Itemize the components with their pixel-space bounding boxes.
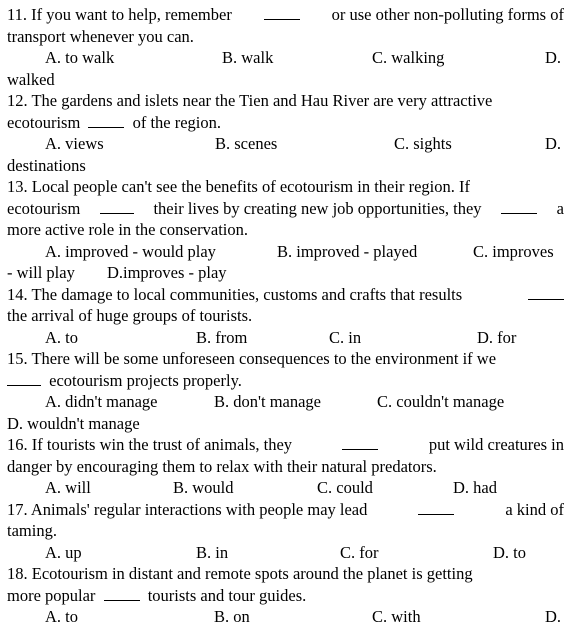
q13-line-1 <box>7 176 564 198</box>
q13-stem-e: more active role in the conservation. <box>7 220 248 239</box>
q12-line-2 <box>7 112 564 134</box>
q13-stem-c: their lives by creating new job opportunities, they <box>153 198 482 218</box>
q15-line-4 <box>7 413 564 435</box>
q12-stem-c: of the region. <box>132 112 222 132</box>
q18-stem-c: tourists and tour guides. <box>147 585 307 605</box>
q11-stem-b: or use other non-polluting forms of <box>331 5 564 24</box>
q15-option-d: D. wouldn't manage <box>7 413 140 433</box>
q12-option-d: D. <box>545 134 562 153</box>
q11-line-2 <box>7 26 564 48</box>
q15-stem-b: ecotourism projects properly. <box>49 370 242 390</box>
q13-options <box>7 241 564 263</box>
q15-option-c: C. couldn't manage <box>377 392 505 411</box>
q16-blank <box>342 434 378 450</box>
q14-line-1 <box>7 284 564 306</box>
q12-option-c: C. sights <box>394 134 452 153</box>
q18-stem-b: more popular <box>7 585 96 605</box>
q17-option-a: A. up <box>45 542 82 562</box>
q14-line-2 <box>7 305 564 327</box>
q16-option-c: C. could <box>317 478 373 497</box>
q17-number: 17. <box>7 499 28 519</box>
q11-number: 11. <box>7 5 28 24</box>
q15-option-b: B. don't manage <box>214 392 321 411</box>
q15-line-2 <box>7 370 564 392</box>
q11-option-d-text: walked <box>7 69 55 89</box>
q17-line-2 <box>7 520 564 542</box>
q18-stem-a: Ecotourism in distant and remote spots around the planet is getting <box>31 564 473 583</box>
q18-options <box>7 606 564 628</box>
q14-blank <box>528 284 564 300</box>
q11-option-b: B. walk <box>222 48 274 67</box>
q18-blank <box>104 585 140 601</box>
q14-option-d: D. for <box>477 327 517 347</box>
q12-stem-a: The gardens and islets near the Tien and Hau River are very attractive <box>31 91 493 110</box>
q17-stem-b: a kind of <box>505 499 564 519</box>
q13-stem-b: ecotourism <box>7 198 81 218</box>
q16-line-1 <box>7 434 564 456</box>
q11-option-a: A. to walk <box>45 48 115 67</box>
q13-option-d: D.improves - play <box>106 263 227 282</box>
q18-line-2 <box>7 585 564 607</box>
q14-option-c: C. in <box>329 327 362 347</box>
q13-blank-2 <box>501 198 537 214</box>
q14-options <box>7 327 564 349</box>
q14-option-a: A. to <box>45 327 78 347</box>
q13-line-2 <box>7 198 564 220</box>
q13-option-a: A. improved - would play <box>45 241 216 261</box>
q12-option-a: A. views <box>45 134 104 153</box>
q11-blank <box>264 4 300 20</box>
q16-line-2 <box>7 456 564 478</box>
q12-blank <box>88 112 124 128</box>
q14-stem-b: the arrival of huge groups of tourists. <box>7 306 253 325</box>
q18-option-d: D. <box>545 607 562 626</box>
q12-number: 12. <box>7 91 28 110</box>
q11-option-c: C. walking <box>372 48 445 67</box>
q15-number: 15. <box>7 349 28 368</box>
q13-line-5 <box>7 262 564 284</box>
q11-stem-a: If you want to help, remember <box>31 5 232 24</box>
q11-stem-c: transport whenever you can. <box>7 26 194 46</box>
q15-options <box>7 391 564 413</box>
q17-options <box>7 542 564 564</box>
q12-line-1 <box>7 90 564 112</box>
q11-line-4 <box>7 69 564 91</box>
q18-option-b: B. on <box>214 607 250 626</box>
q17-option-d: D. to <box>493 542 526 562</box>
q16-options <box>7 477 564 499</box>
q18-line-1 <box>7 563 564 585</box>
q13-stem-d: a <box>556 198 564 218</box>
q12-options <box>7 133 564 155</box>
q17-line-1 <box>7 499 564 521</box>
q16-stem-b: put wild creatures in <box>428 435 564 454</box>
q13-line-3 <box>7 219 564 241</box>
q15-option-a: A. didn't manage <box>45 392 158 411</box>
q17-stem-a: Animals' regular interactions with people may lead <box>30 499 368 519</box>
q16-stem-c: danger by encouraging them to relax with their natural predators. <box>7 456 437 476</box>
q18-number: 18. <box>7 564 28 583</box>
q13-number: 13. <box>7 177 28 196</box>
q12-stem-b: ecotourism <box>7 112 81 132</box>
q12-line-4 <box>7 155 564 177</box>
q17-option-c: C. for <box>340 542 379 562</box>
q18-option-a: A. to <box>45 607 78 626</box>
q15-line-1 <box>7 348 564 370</box>
q13-option-b: B. improved - played <box>277 241 418 261</box>
q11-line-1 <box>7 4 564 26</box>
q14-stem-a: The damage to local communities, customs and crafts that results <box>31 284 463 304</box>
q18-option-c: C. with <box>372 607 421 626</box>
q15-blank <box>7 370 41 386</box>
q13-option-c: C. improves <box>473 241 554 261</box>
q16-option-a: A. will <box>45 478 91 497</box>
q14-number: 14. <box>7 284 28 304</box>
q11-option-d: D. <box>545 48 562 67</box>
q13-stem-a: Local people can't see the benefits of ecotourism in their region. If <box>31 177 470 196</box>
q13-blank-1 <box>100 198 134 214</box>
q16-option-d: D. had <box>453 478 497 497</box>
q16-stem-a: If tourists win the trust of animals, they <box>31 435 293 454</box>
q13-option-c-text: - will play <box>7 263 75 282</box>
q12-option-d-text: destinations <box>7 155 86 175</box>
q15-stem-a: There will be some unforeseen consequences to the environment if we <box>31 349 497 368</box>
q17-stem-c: taming. <box>7 521 57 540</box>
q11-options <box>7 47 564 69</box>
q17-blank <box>418 499 454 515</box>
q14-option-b: B. from <box>196 327 248 347</box>
q16-number: 16. <box>7 435 28 454</box>
q17-option-b: B. in <box>196 542 229 562</box>
q12-option-b: B. scenes <box>215 134 278 153</box>
q16-option-b: B. would <box>173 478 234 497</box>
